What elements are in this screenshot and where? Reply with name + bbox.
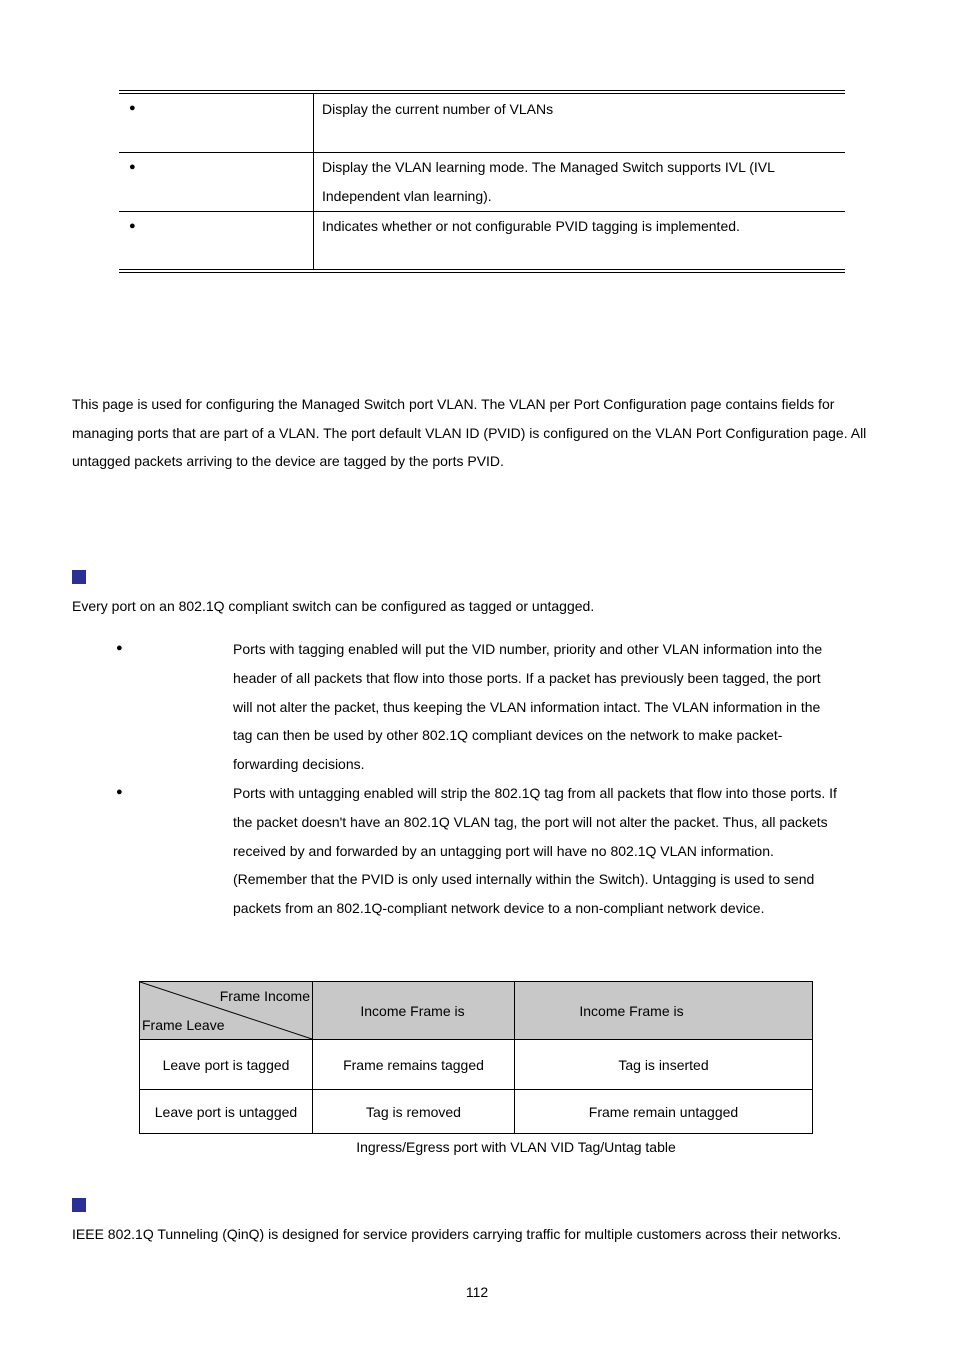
section-lead: Every port on an 802.1Q compliant switch can be configured as tagged or untagged.: [72, 598, 595, 614]
table-header-row: [140, 982, 813, 1040]
page-number: 112: [465, 1284, 489, 1300]
table-bottom-rule: [119, 269, 845, 270]
table-cell: Frame remain untagged: [515, 1090, 813, 1134]
parameter-description: Indicates whether or not configurable PVID tagging is implemented.: [322, 218, 740, 234]
section-marker-icon: [72, 570, 86, 584]
bullet-text-untagged: Ports with untagging enabled will strip the 802.1Q tag from all packets that flow into those ports. If the packet doesn't have an 802.1Q VLAN tag, the port will not alter the packet. Thus, all packets received by and forwarded by an untagging port will have no 802.1Q VLAN information. (Remember that the PVID is only used internally within the Switch). Untagging is used to send packets from an 802.1Q-compliant network device to a non-compliant network device.: [233, 785, 837, 917]
parameter-description: Display the VLAN learning mode. The Managed Switch supports IVL (IVL Independent vlan learning).: [322, 159, 775, 204]
bullet-icon: ●: [129, 161, 136, 173]
table-cell: Tag is removed: [313, 1090, 515, 1134]
table-cell: Frame remains tagged: [313, 1040, 515, 1090]
parameter-description: Display the current number of VLANs: [322, 101, 554, 117]
corner-header-cell: [140, 982, 313, 1040]
table-bottom-rule: [119, 272, 845, 273]
column-divider: [313, 93, 314, 269]
table-caption: Ingress/Egress port with VLAN VID Tag/Untag table: [356, 1139, 676, 1155]
table-cell: Tag is inserted: [515, 1040, 813, 1090]
bullet-icon: ●: [116, 786, 123, 798]
table-row: [140, 1090, 813, 1134]
bullet-text-tagged: Ports with tagging enabled will put the VID number, priority and other VLAN information into the header of all packets that flow into those ports. If a packet has previously been tagged, the port will not alter the packet, thus keeping the VLAN information intact. The VLAN information in the tag can then be used by other 802.1Q compliant devices on the network to make packet-forwarding decisions.: [233, 641, 823, 773]
intro-paragraph: This page is used for configuring the Managed Switch port VLAN. The VLAN per Port Configuration page contains fields for managing ports that are part of a VLAN. The port default VLAN ID (PVID) is configured on the VLAN Port Configuration page. All untagged packets arriving to the device are tagged by the ports PVID.: [72, 396, 867, 469]
table-top-rule: [119, 90, 845, 91]
section-marker-icon: [72, 1198, 86, 1212]
corner-label-top: Frame Income: [219, 988, 310, 1004]
row-label: Leave port is untagged: [140, 1090, 313, 1134]
table-row: [140, 1040, 813, 1090]
corner-label-bottom: Frame Leave: [142, 1017, 225, 1033]
frame-tag-table: [139, 981, 813, 1134]
row-label: Leave port is tagged: [140, 1040, 313, 1090]
column-header: Income Frame is: [515, 982, 813, 1040]
column-header: Income Frame is: [313, 982, 515, 1040]
section-lead: IEEE 802.1Q Tunneling (QinQ) is designed for service providers carrying traffic for multiple customers across their networks.: [72, 1226, 842, 1242]
bullet-icon: ●: [116, 642, 123, 654]
bullet-icon: ●: [129, 220, 136, 232]
bullet-icon: ●: [129, 102, 136, 114]
table-top-rule: [119, 93, 845, 94]
